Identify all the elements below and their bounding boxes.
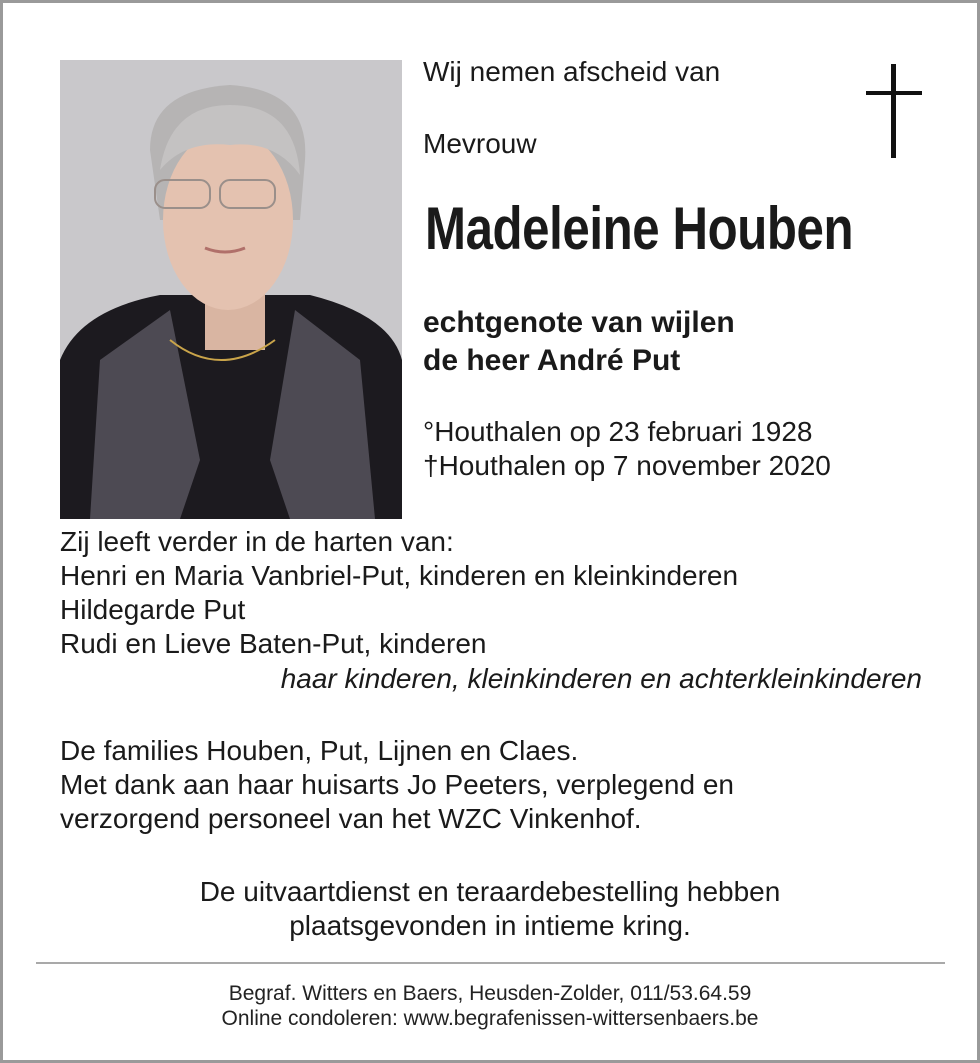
families-line: De families Houben, Put, Lijnen en Claes.	[60, 735, 579, 766]
thanks-line-1: Met dank aan haar huisarts Jo Peeters, verplegend en	[60, 769, 734, 800]
cross-icon	[866, 64, 922, 158]
survivor-item: Hildegarde Put	[60, 594, 246, 625]
undertaker-info: Begraf. Witters en Baers, Heusden-Zolder, 011/53.64.59	[228, 982, 752, 1005]
survivor-item: Henri en Maria Vanbriel-Put, kinderen en kleinkinderen	[60, 560, 739, 591]
salutation: Mevrouw	[423, 128, 537, 159]
spouse-line-1: echtgenote van wijlen	[423, 306, 735, 339]
intro-text: Wij nemen afscheid van	[423, 56, 721, 87]
service-line-1: De uitvaartdienst en teraardebestelling hebben	[199, 876, 781, 907]
service-line-2: plaatsgevonden in intieme kring.	[289, 910, 691, 941]
survivors-intro: Zij leeft verder in de harten van:	[60, 526, 454, 557]
thanks-line-2: verzorgend personeel van het WZC Vinkenhof.	[60, 803, 642, 834]
spouse-line-2: de heer André Put	[423, 344, 681, 377]
birth-info: °Houthalen op 23 februari 1928	[423, 416, 813, 447]
deceased-name: Madeleine Houben	[425, 195, 854, 262]
descendants-line: haar kinderen, kleinkinderen en achterkleinkinderen	[280, 663, 922, 694]
portrait-photo	[60, 60, 402, 519]
online-condolences: Online condoleren: www.begrafenissen-wittersenbaers.be	[221, 1007, 759, 1030]
divider	[36, 962, 945, 964]
survivor-item: Rudi en Lieve Baten-Put, kinderen	[60, 628, 487, 659]
death-info: †Houthalen op 7 november 2020	[423, 450, 831, 481]
